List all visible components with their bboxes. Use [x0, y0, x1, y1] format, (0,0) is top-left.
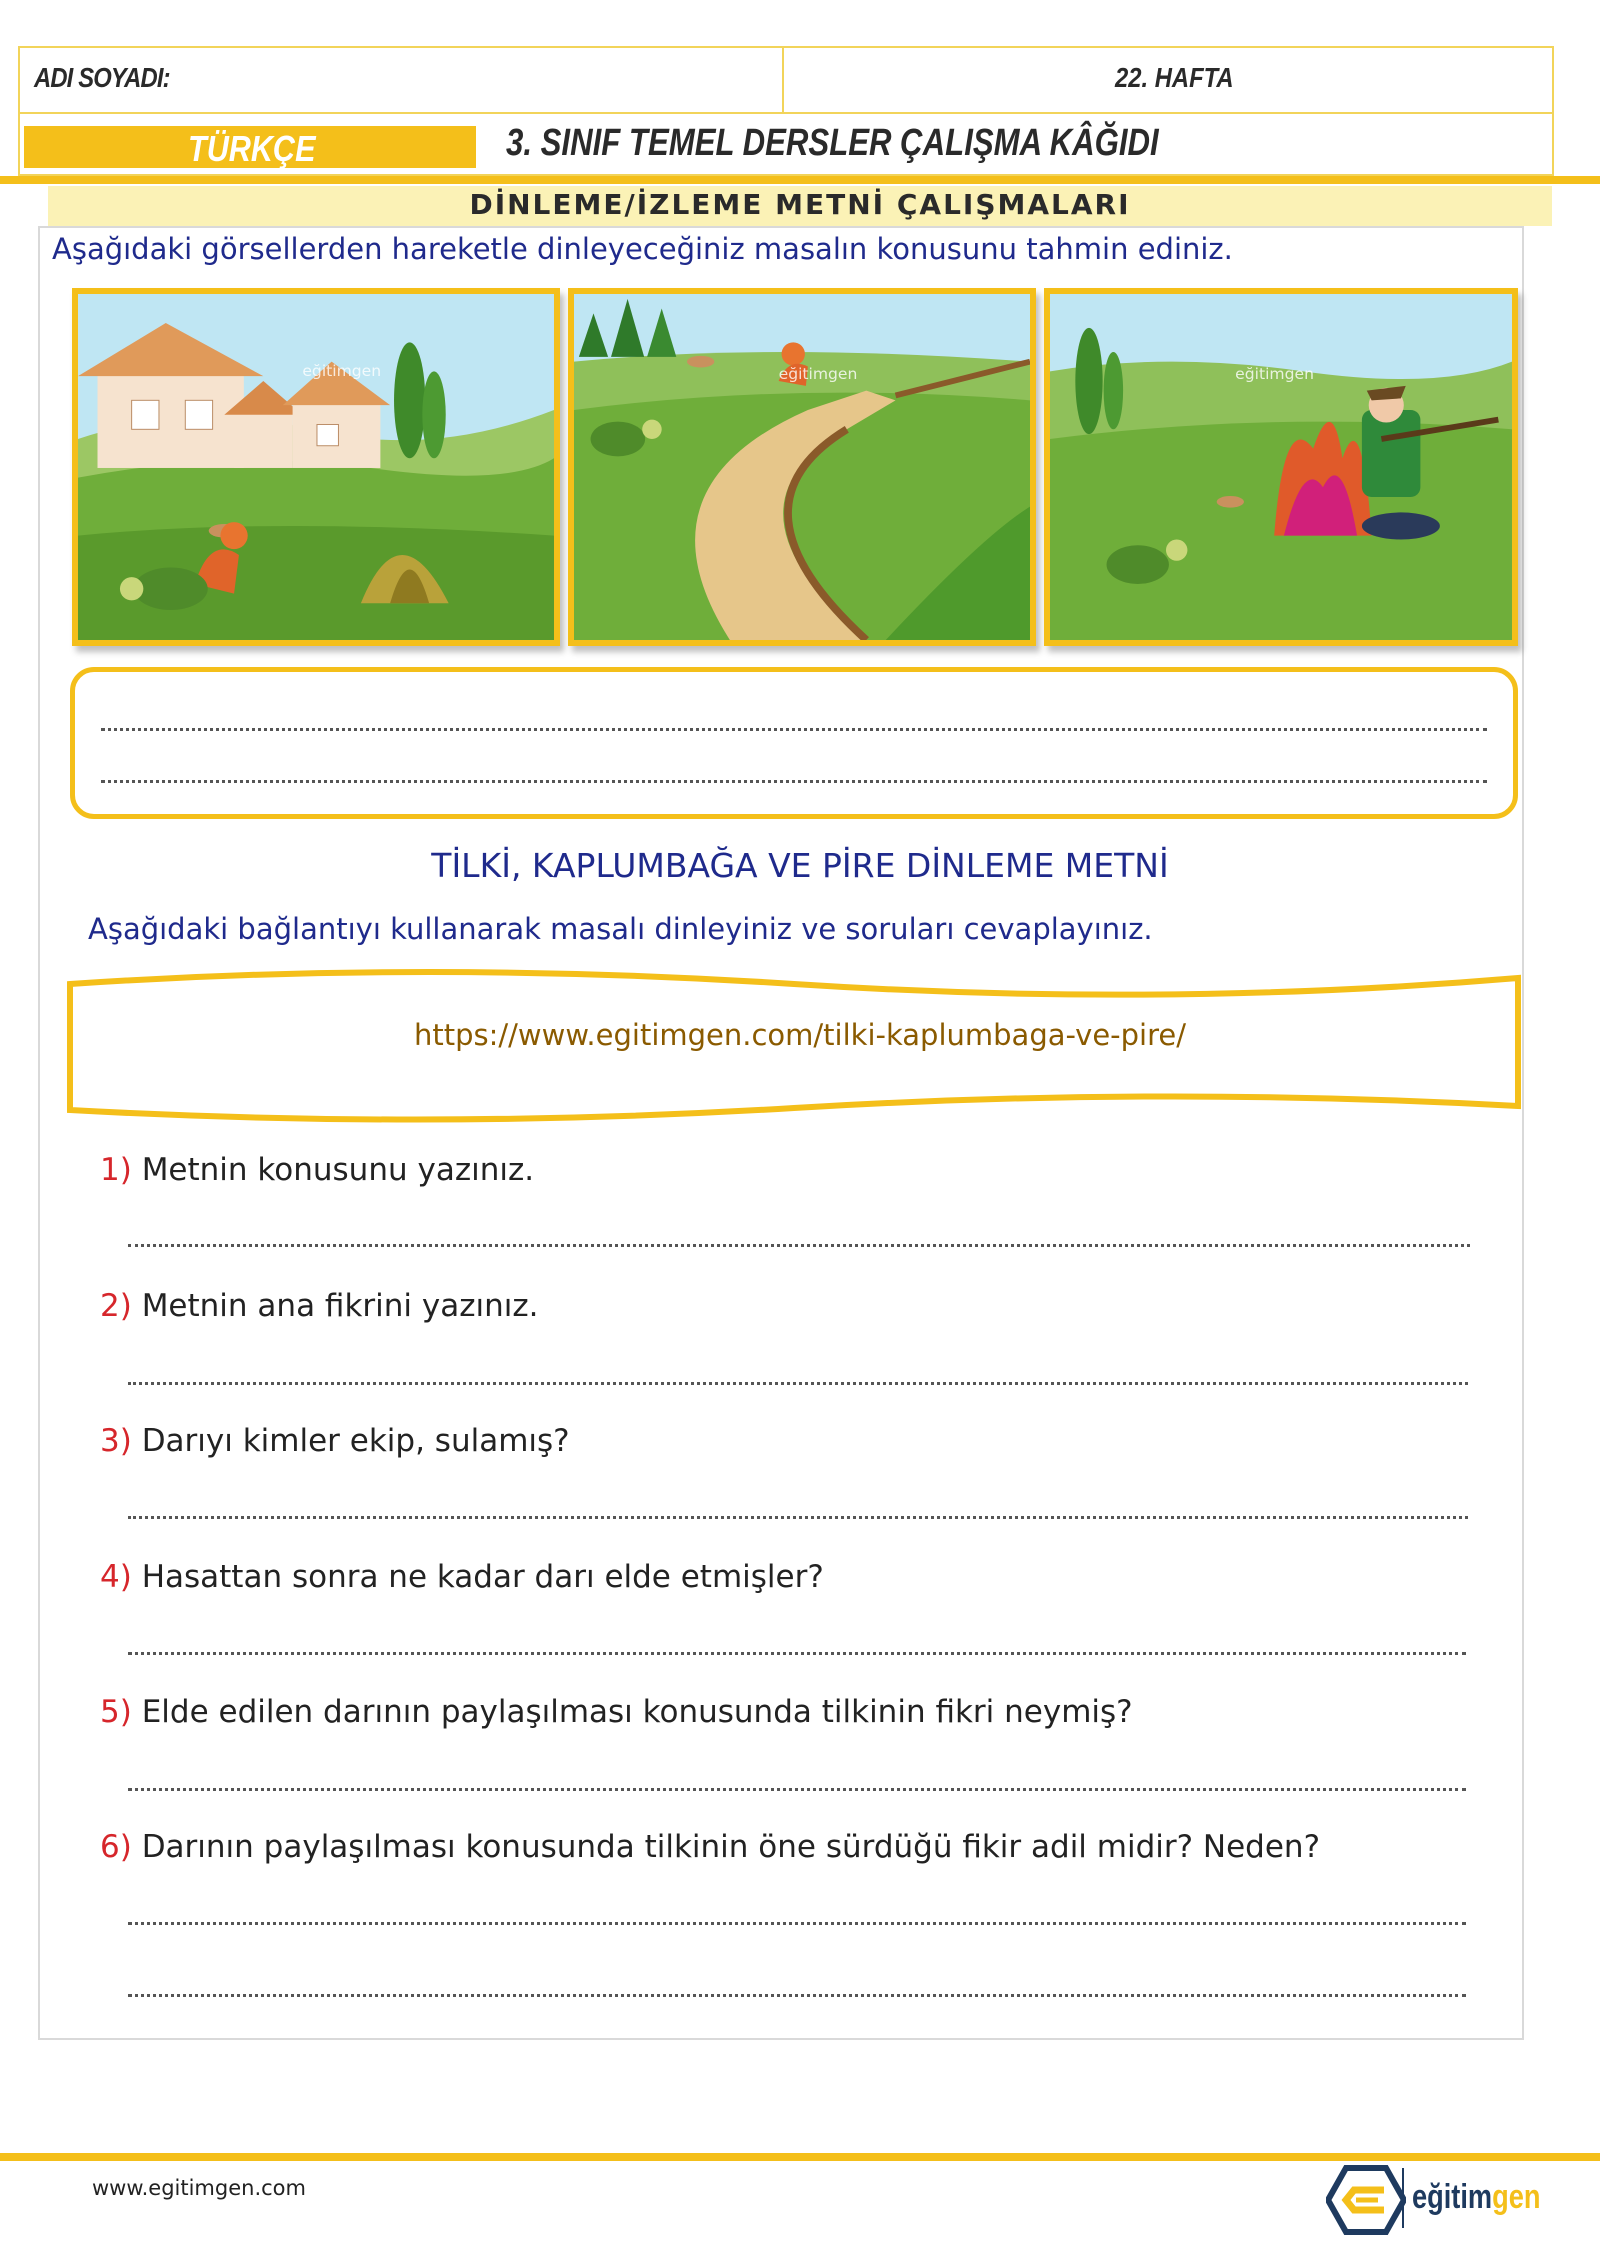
- question-2: [100, 1288, 538, 1324]
- answer-line[interactable]: [101, 780, 1487, 783]
- story-title: TİLKİ, KAPLUMBAĞA VE PİRE DİNLEME METNİ: [431, 846, 1169, 885]
- question-number: 4): [100, 1559, 132, 1595]
- hexagon-logo-icon: [1326, 2164, 1406, 2236]
- picture-road: [568, 288, 1036, 646]
- question-number: 2): [100, 1288, 132, 1324]
- answer-line[interactable]: [128, 1994, 1466, 1997]
- brand-logo: [1412, 2178, 1540, 2217]
- answer-line[interactable]: [128, 1382, 1468, 1385]
- logo-accent: gen: [1492, 2178, 1541, 2216]
- question-text: Darıyı kimler ekip, sulamış?: [141, 1423, 570, 1459]
- section-title: DİNLEME/İZLEME METNİ ÇALIŞMALARI: [469, 188, 1131, 221]
- question-number: 5): [100, 1694, 132, 1730]
- question-4: [100, 1559, 824, 1595]
- question-text: Metnin ana fikrini yazınız.: [141, 1288, 539, 1324]
- question-5: [100, 1694, 1133, 1730]
- question-6: [100, 1829, 1320, 1865]
- question-text: Elde edilen darının paylaşılması konusunda tilkinin fikri neymiş?: [141, 1694, 1133, 1730]
- question-3: [100, 1423, 570, 1459]
- answer-line[interactable]: [128, 1516, 1468, 1519]
- hunter-turtle-image: [1050, 294, 1512, 640]
- question-1: [100, 1152, 534, 1188]
- prediction-instruction: Aşağıdaki görsellerden hareketle dinleyeceğiniz masalın konusunu tahmin ediniz.: [52, 232, 1233, 266]
- question-number: 3): [100, 1423, 132, 1459]
- header-table: [18, 46, 1554, 176]
- week-label: 22. HAFTA: [1115, 62, 1234, 93]
- road-fox-turtle-image: [574, 294, 1030, 640]
- header-bar: [0, 176, 1600, 184]
- answer-line[interactable]: [101, 728, 1487, 731]
- logo-main: eğitim: [1412, 2178, 1493, 2216]
- answer-line[interactable]: [128, 1788, 1466, 1791]
- prediction-answer-box: [70, 667, 1518, 819]
- name-label: ADI SOYADI:: [34, 62, 170, 93]
- footer-bar: [0, 2153, 1600, 2161]
- story-link[interactable]: https://www.egitimgen.com/tilki-kaplumbaga-ve-pire/: [413, 1018, 1187, 1052]
- question-number: 1): [100, 1152, 132, 1188]
- watermark: eğitimgen: [302, 362, 382, 381]
- answer-line[interactable]: [128, 1244, 1470, 1247]
- question-number: 6): [100, 1829, 132, 1865]
- question-text: Hasattan sonra ne kadar darı elde etmişler?: [141, 1559, 824, 1595]
- answer-line[interactable]: [128, 1922, 1466, 1925]
- subject-label: TÜRKÇE: [188, 128, 316, 169]
- link-instruction: Aşağıdaki bağlantıyı kullanarak masalı dinleyiniz ve soruları cevaplayınız.: [88, 912, 1153, 946]
- picture-hunter: [1044, 288, 1518, 646]
- watermark: eğitimgen: [778, 365, 858, 384]
- question-text: Darının paylaşılması konusunda tilkinin öne sürdüğü fikir adil midir? Neden?: [141, 1829, 1321, 1865]
- sheet-title: 3. SINIF TEMEL DERSLER ÇALIŞMA KÂĞIDI: [506, 122, 1159, 164]
- question-text: Metnin konusunu yazınız.: [141, 1152, 535, 1188]
- header-row: [20, 48, 1552, 114]
- answer-line[interactable]: [128, 1652, 1466, 1655]
- watermark: eğitimgen: [1235, 365, 1314, 384]
- logo-divider: [1402, 2168, 1404, 2228]
- village-fox-turtle-image: [78, 294, 554, 640]
- footer-url[interactable]: www.egitimgen.com: [92, 2176, 306, 2200]
- picture-village: [72, 288, 560, 646]
- header-divider: [782, 48, 784, 112]
